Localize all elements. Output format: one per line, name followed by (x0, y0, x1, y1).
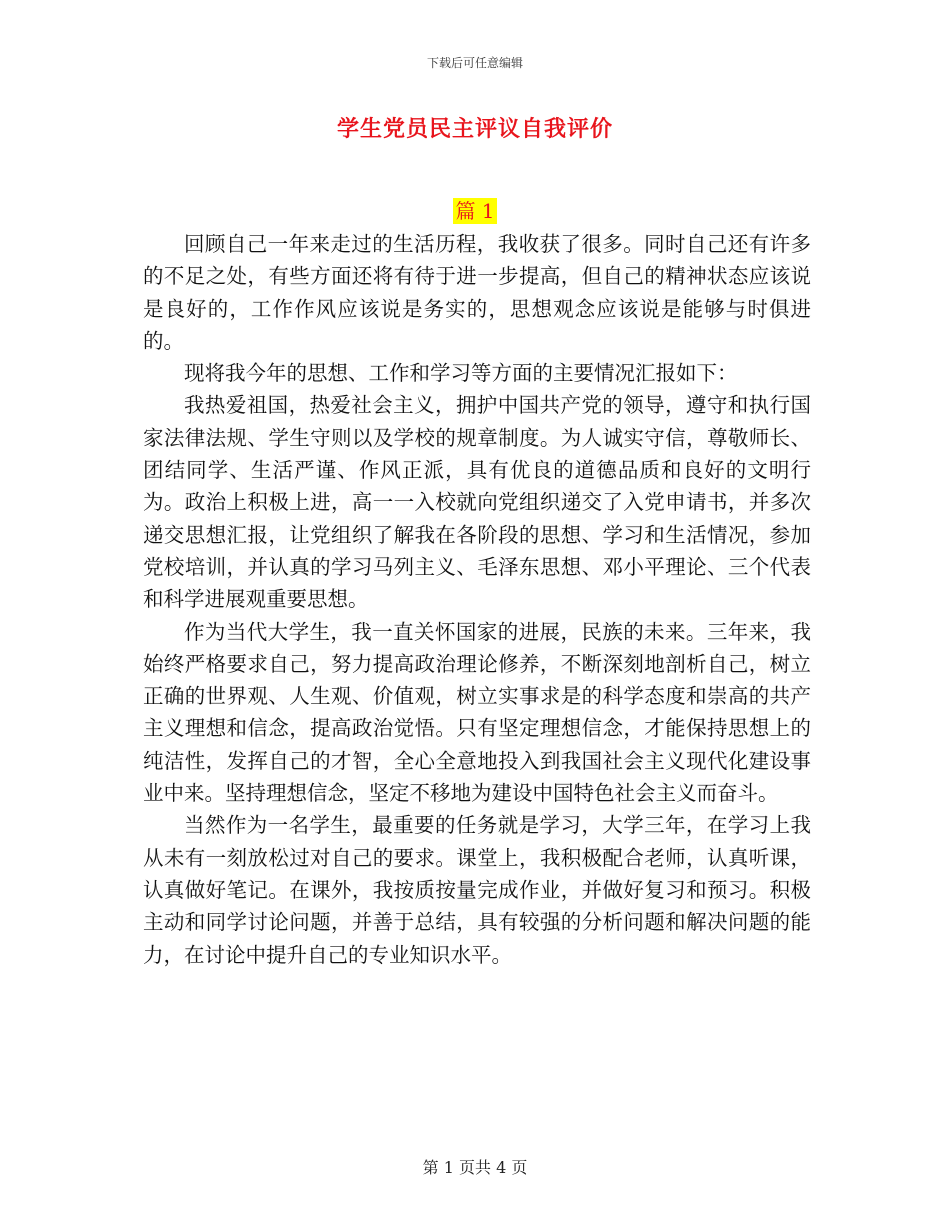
page-indicator: 第 1 页共 4 页 (422, 1158, 528, 1177)
paragraph: 回顾自己一年来走过的生活历程，我收获了很多。同时自己还有许多的不足之处，有些方面还将有待于进一步提高，但自己的精神状态应该说是良好的，工作作风应该说是务实的，思想观念应该说是能够与时俱进的。 (143, 232, 811, 353)
section-label-container (0, 198, 950, 224)
paragraph: 现将我今年的思想、工作和学习等方面的主要情况汇报如下： (184, 361, 738, 386)
paragraph: 作为当代大学生，我一直关怀国家的进展，民族的未来。三年来，我始终严格要求自己，努力提高政治理论修养，不断深刻地剖析自己，树立正确的世界观、人生观、价值观，树立实事求是的科学态度和崇高的共产主义理想和信念，提高政治觉悟。只有坚定理想信念，才能保持思想上的纯洁性，发挥自己的才智，全心全意地投入到我国社会主义现代化建设事业中来。坚持理想信念，坚定不移地为建设中国特色社会主义而奋斗。 (143, 619, 811, 806)
document-title: 学生党员民主评议自我评价 (336, 116, 613, 142)
section-label: 篇 1 (455, 199, 495, 223)
document-body (143, 228, 811, 971)
paragraph: 我热爱祖国，热爱社会主义，拥护中国共产党的领导，遵守和执行国家法律法规、学生守则以及学校的规章制度。为人诚实守信，尊敬师长、团结同学、生活严谨、作风正派，具有优良的道德品质和良好的文明行为。政治上积极上进，高一一入校就向党组织递交了入党申请书，并多次递交思想汇报，让党组织了解我在各阶段的思想、学习和生活情况，参加党校培训，并认真的学习马列主义、毛泽东思想、邓小平理论、三个代表和科学进展观重要思想。 (143, 393, 811, 612)
header-note: 下载后可任意编辑 (426, 56, 523, 70)
paragraph: 当然作为一名学生，最重要的任务就是学习，大学三年，在学习上我从未有一刻放松过对自己的要求。课堂上，我积极配合老师，认真听课，认真做好笔记。在课外，我按质按量完成作业，并做好复习和预习。积极主动和同学讨论问题，并善于总结，具有较强的分析问题和解决问题的能力，在讨论中提升自己的专业知识水平。 (143, 813, 811, 967)
